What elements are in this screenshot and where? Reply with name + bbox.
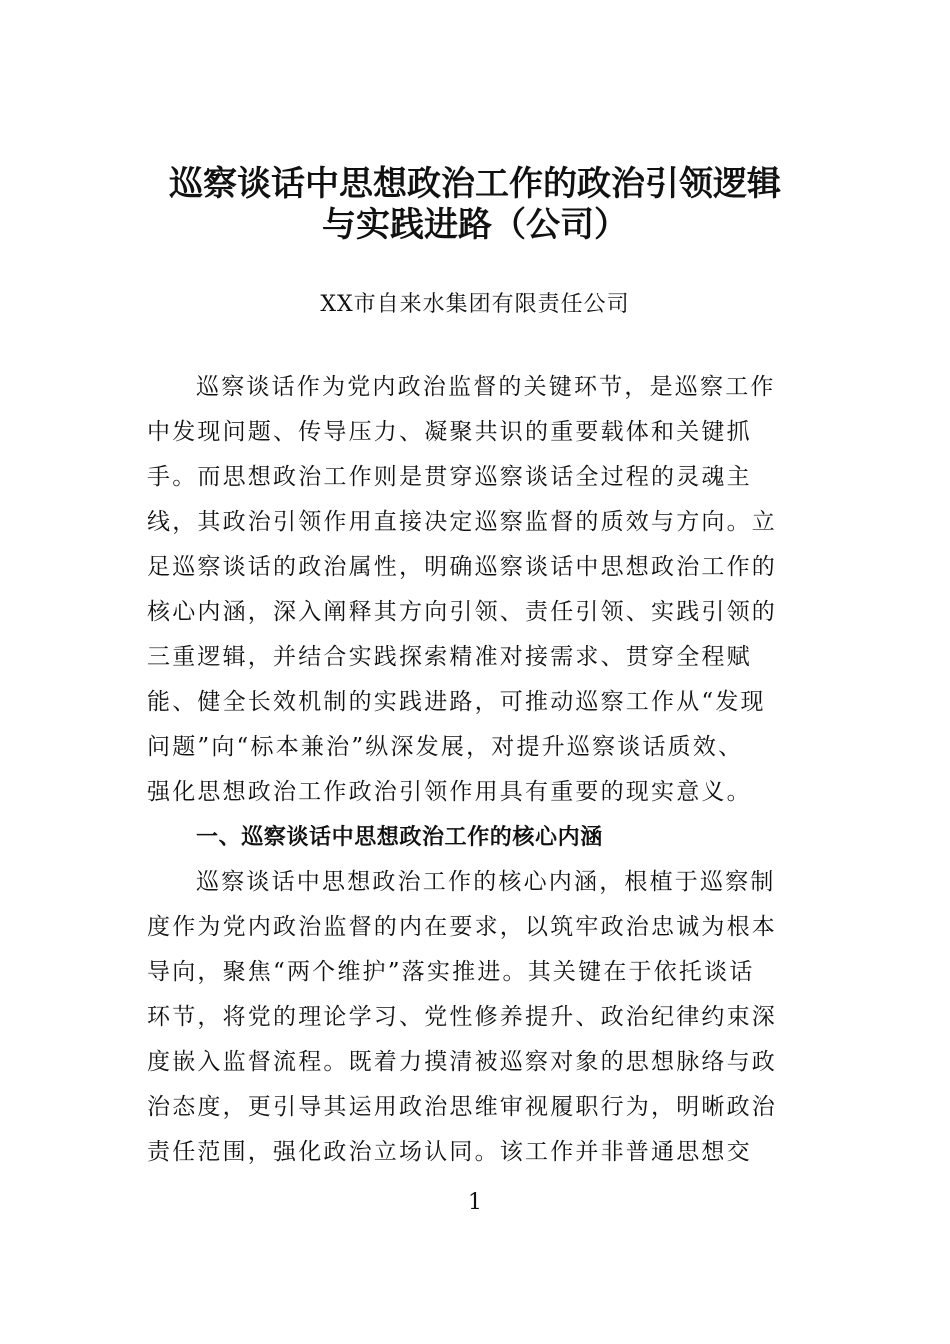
paragraph-2-line-5: 度嵌入监督流程。既着力摸清被巡察对象的思想脉络与政 [147, 1049, 777, 1075]
paragraph-2-line-3: 导向，聚焦“两个维护”落实推进。其关键在于依托谈话 [147, 959, 755, 985]
organization-name: XX市自来水集团有限责任公司 [320, 292, 630, 317]
paragraph-1-line-9: 问题”向“标本兼治”纵深发展，对提升巡察谈话质效、 [147, 734, 744, 760]
paragraph-2-line-7: 责任范围，强化政治立场认同。该工作并非普通思想交 [147, 1139, 752, 1165]
paragraph-2-line-1: 巡察谈话中思想政治工作的核心内涵，根植于巡察制 [196, 869, 776, 895]
document-title-line-2: 与实践进路（公司） [322, 205, 628, 245]
paragraph-1-line-6: 核心内涵，深入阐释其方向引领、责任引领、实践引领的 [147, 599, 777, 625]
page-number: 1 [468, 1190, 482, 1215]
paragraph-1-line-3: 手。而思想政治工作则是贯穿巡察谈话全过程的灵魂主 [147, 464, 752, 490]
document-title-line-1: 巡察谈话中思想政治工作的政治引领逻辑 [169, 164, 781, 204]
paragraph-1-line-1: 巡察谈话作为党内政治监督的关键环节，是巡察工作 [196, 374, 776, 400]
paragraph-1-line-5: 足巡察谈话的政治属性，明确巡察谈话中思想政治工作的 [147, 554, 777, 580]
document-body [147, 365, 787, 1175]
paragraph-2-line-2: 度作为党内政治监督的内在要求，以筑牢政治忠诚为根本 [147, 914, 777, 940]
paragraph-2-line-4: 环节，将党的理论学习、党性修养提升、政治纪律约束深 [147, 1004, 777, 1030]
paragraph-1-line-10: 强化思想政治工作政治引领作用具有重要的现实意义。 [147, 779, 752, 805]
paragraph-2-line-6: 治态度，更引导其运用政治思维审视履职行为，明晰政治 [147, 1094, 777, 1120]
paragraph-1-line-8: 能、健全长效机制的实践进路，可推动巡察工作从“发现 [147, 689, 766, 715]
paragraph-1-line-4: 线，其政治引领作用直接决定巡察监督的质效与方向。立 [147, 509, 777, 535]
paragraph-1-line-7: 三重逻辑，并结合实践探索精准对接需求、贯穿全程赋 [147, 644, 752, 670]
paragraph-1-line-2: 中发现问题、传导压力、凝聚共识的重要载体和关键抓 [147, 419, 752, 445]
section-heading-1: 一、巡察谈话中思想政治工作的核心内涵 [196, 825, 603, 850]
